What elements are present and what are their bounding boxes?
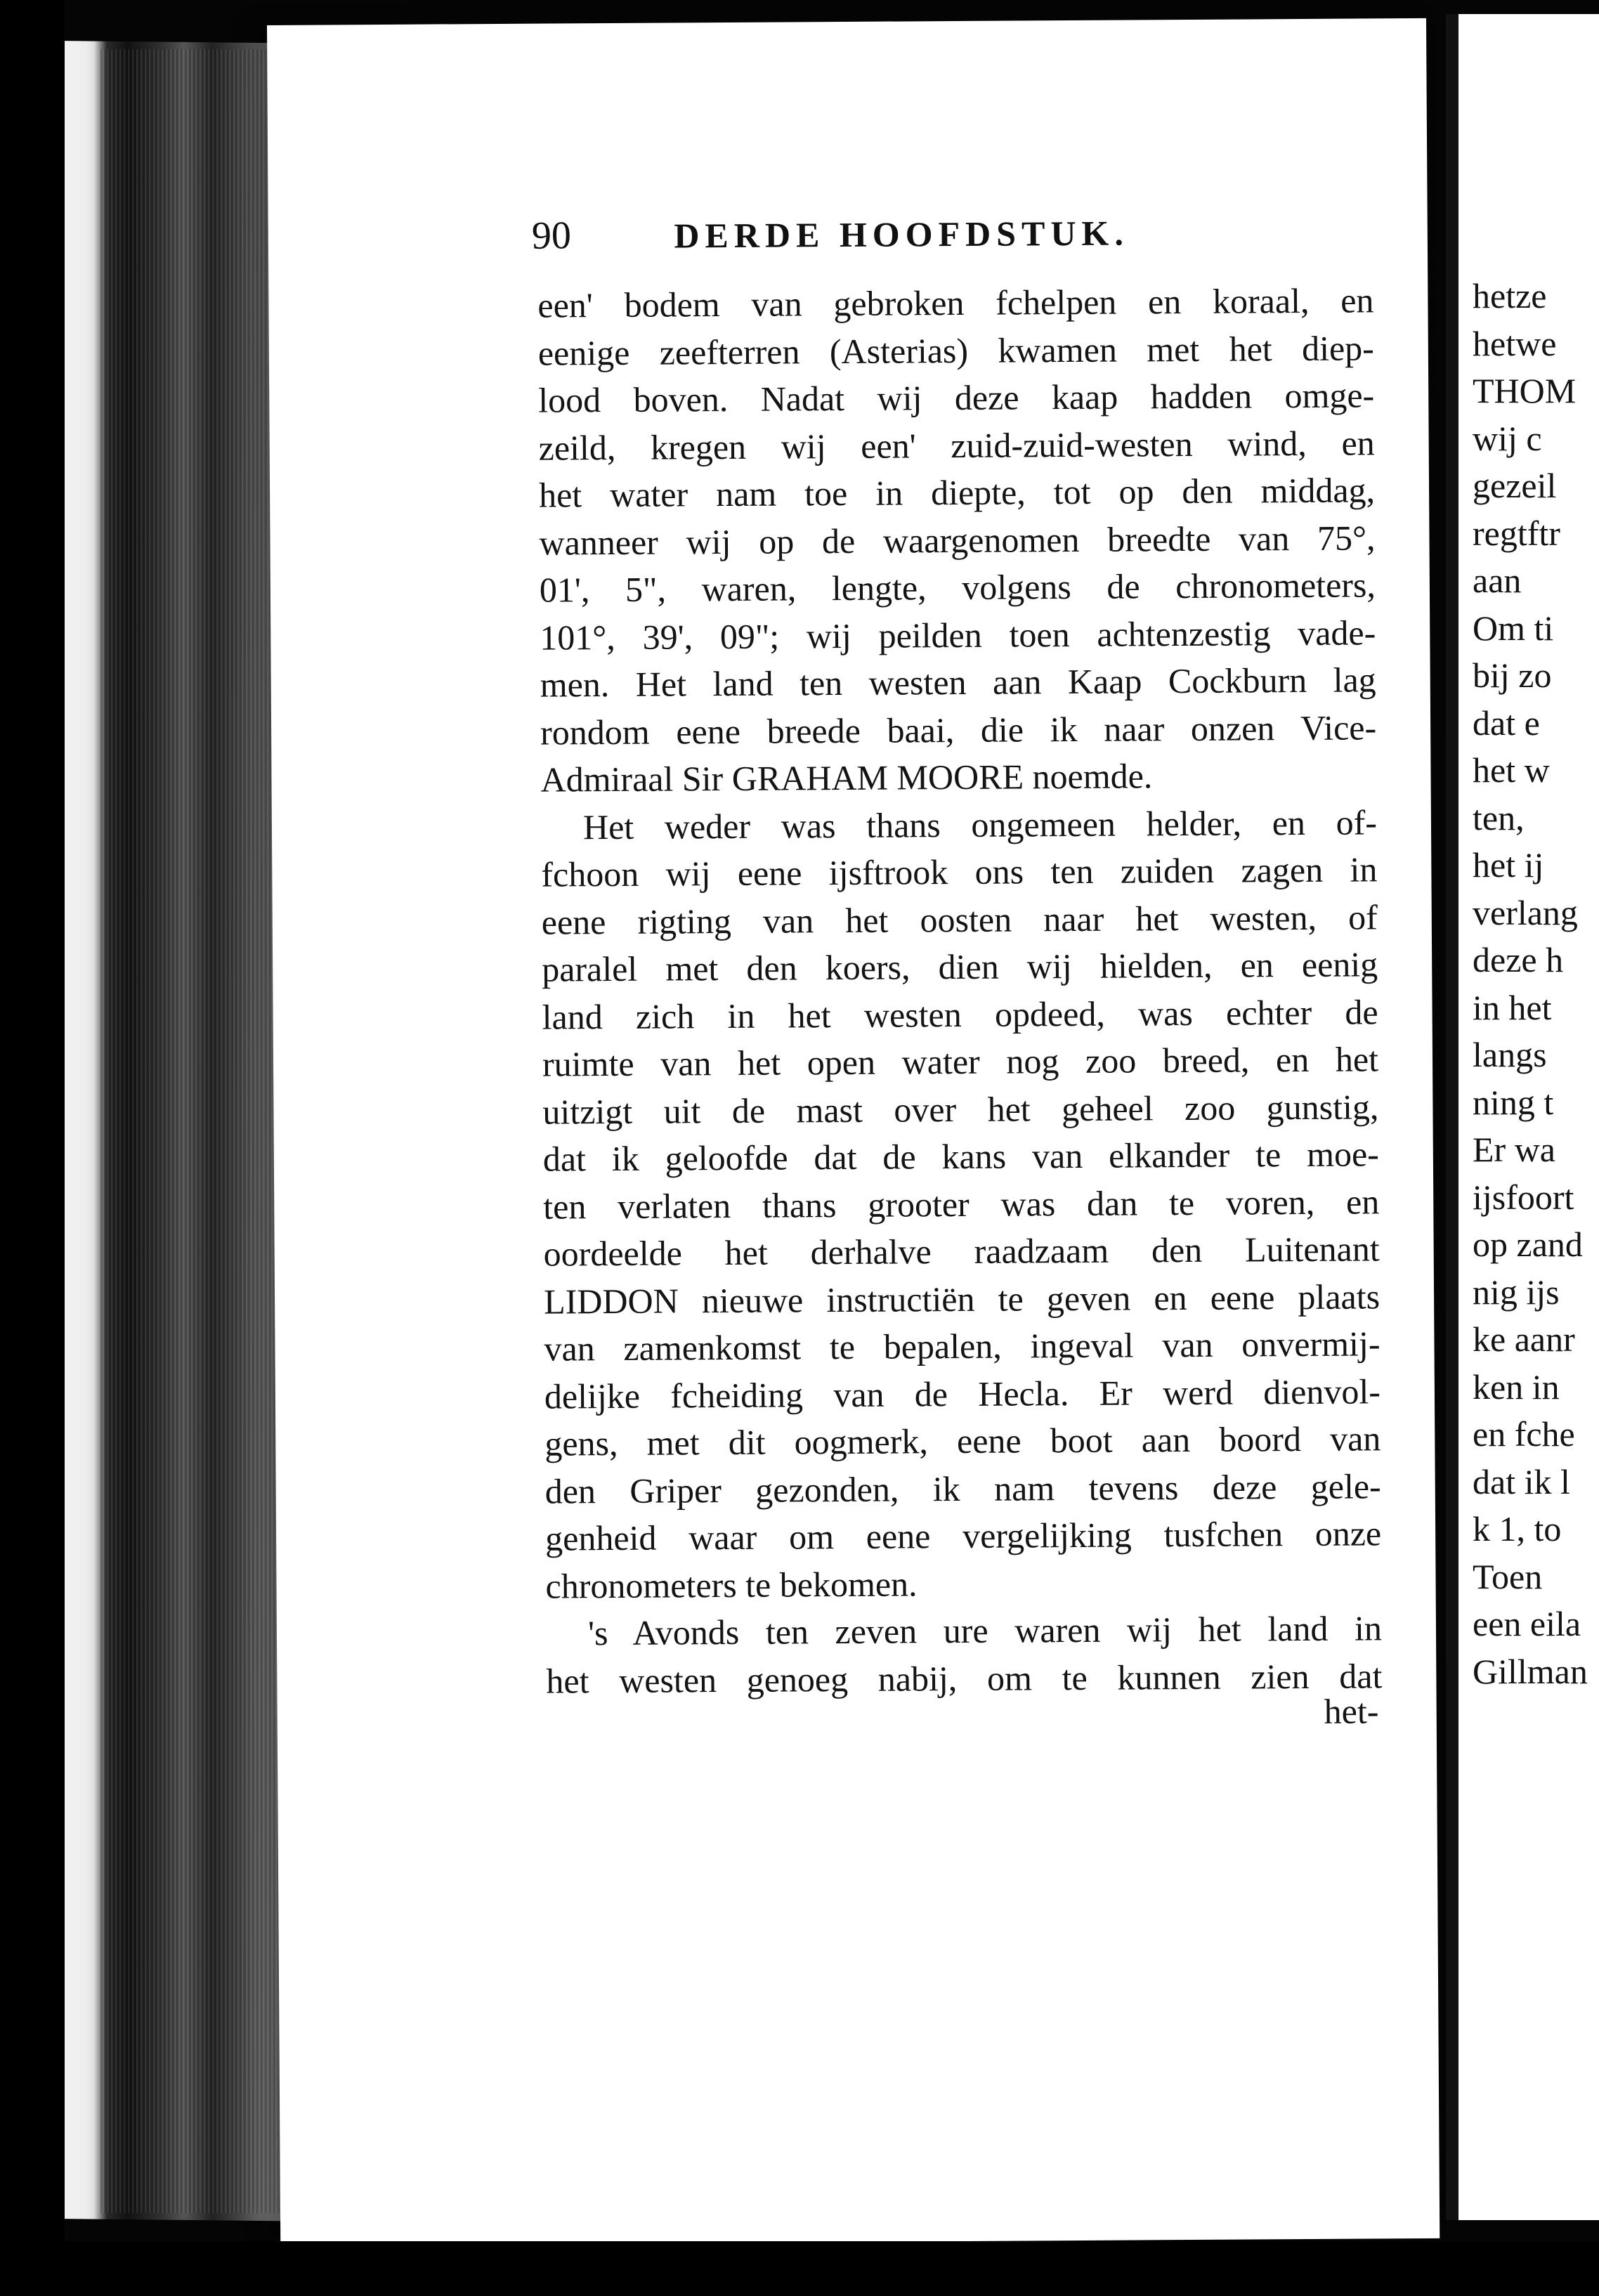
text-line: eenige zeefterren (Asterias) kwamen met het diep- (537, 327, 1375, 373)
text-line: een' bodem van gebroken fchelpen en koraal, en (537, 280, 1374, 325)
facing-text-line: hetze (1473, 276, 1547, 315)
facing-text-line: ke aanr (1473, 1319, 1575, 1359)
facing-text-line: bij zo (1473, 655, 1552, 695)
facing-text-line: een eila (1473, 1604, 1581, 1643)
text-line: eene rigting van het oosten naar het westen, of (541, 896, 1378, 942)
text-line: land zich in het westen opdeed, was echter de (542, 991, 1378, 1037)
text-line: het water nam toe in diepte, tot op den middag, (538, 470, 1376, 515)
facing-text-line: regtftr (1473, 513, 1560, 553)
text-line: gens, met dit oogmerk, eene boot aan boord van (544, 1418, 1381, 1463)
text-line: van zamenkomst te bepalen, ingeval van onvermij- (544, 1324, 1381, 1369)
text-line: 101°, 39', 09"; wij peilden toen achtenzestig vade- (540, 612, 1376, 658)
text-line: ten verlaten thans grooter was dan te voren, en (543, 1181, 1380, 1227)
text-line: genheid waar om eene vergelijking tusfchen onze (544, 1513, 1382, 1558)
facing-text-line: het w (1473, 750, 1550, 790)
page-number: 90 (531, 214, 572, 258)
facing-text-line: ken in (1473, 1366, 1560, 1407)
text-line: Admiraal Sir GRAHAM MOORE noemde. (540, 756, 1153, 800)
text-line: 01', 5", waren, lengte, volgens de chronometers, (539, 565, 1376, 610)
facing-text-line: langs (1473, 1035, 1547, 1074)
page-header (532, 209, 1234, 259)
scan-background-bottom (0, 2241, 1599, 2296)
facing-page (1446, 14, 1599, 2220)
text-line: oordeelde het derhalve raadzaam den Luitenant (543, 1229, 1380, 1274)
facing-text-line: Er wa (1473, 1130, 1555, 1169)
text-line: rondom eene breede baai, die ik naar onzen Vice- (540, 707, 1377, 752)
facing-text-line: en fche (1473, 1414, 1575, 1454)
running-title: DERDE HOOFDSTUK. (674, 213, 1130, 256)
text-line: fchoon wij eene ijsftrook ons ten zuiden zagen in (541, 849, 1378, 894)
text-line: 's Avonds ten zeven ure waren wij het land in (587, 1608, 1383, 1653)
left-page (267, 18, 1440, 2245)
facing-text-line: gezeil (1473, 466, 1557, 505)
text-line: dat ik geloofde dat de kans van elkander te moe- (542, 1134, 1380, 1179)
facing-text-line: Gillman (1473, 1651, 1588, 1691)
facing-text-line: ten, (1473, 797, 1525, 837)
text-line: wanneer wij op de waargenomen breedte van 75°, (539, 517, 1376, 563)
text-line: men. Het land ten westen aan Kaap Cockburn lag (540, 660, 1376, 705)
facing-text-line: op zand (1473, 1225, 1583, 1264)
facing-text-line: dat e (1473, 703, 1540, 743)
facing-text-line: ning t (1473, 1082, 1554, 1122)
facing-text-line: Toen (1473, 1556, 1543, 1596)
catchword: het- (1324, 1691, 1379, 1731)
body-text (537, 277, 1382, 1704)
text-line: LIDDON nieuwe instructiën te geven en eene plaats (543, 1276, 1381, 1322)
facing-text-line: Om ti (1473, 608, 1554, 648)
text-line: den Griper gezonden, ik nam tevens deze gele- (544, 1466, 1381, 1511)
text-line: het westen genoeg nabij, om te kunnen zien dat (546, 1655, 1383, 1701)
scan-background-left (0, 0, 65, 2296)
facing-text-line: nig ijs (1473, 1272, 1560, 1312)
facing-page-text (1473, 273, 1588, 1695)
text-line: paralel met den koers, dien wij hielden, en eenig (542, 944, 1378, 989)
text-line: zeild, kregen wij een' zuid-zuid-westen wind, en (538, 422, 1375, 468)
facing-text-line: aan (1473, 561, 1522, 600)
text-line: lood boven. Nadat wij deze kaap hadden omge- (538, 375, 1375, 420)
facing-text-line: dat ik l (1473, 1461, 1570, 1501)
text-line: Het weder was thans ongemeen helder, en of- (582, 802, 1378, 847)
facing-text-line: k 1, to (1473, 1509, 1562, 1548)
facing-text-line: ijsfoort (1473, 1177, 1574, 1217)
text-line: delijke fcheiding van de Hecla. Er werd dienvol- (544, 1371, 1381, 1416)
facing-text-line: verlang (1473, 892, 1578, 932)
text-line: chronometers te bekomen. (545, 1563, 918, 1606)
facing-text-line: wij c (1473, 418, 1542, 458)
facing-text-line: in het (1473, 987, 1552, 1027)
facing-text-line: deze h (1473, 940, 1564, 979)
facing-text-line: THOM (1473, 371, 1577, 410)
text-line: ruimte van het open water nog zoo breed, en het (542, 1039, 1379, 1084)
facing-text-line: het ij (1473, 845, 1544, 885)
facing-text-line: hetwe (1473, 323, 1557, 363)
text-line: uitzigt uit de mast over het geheel zoo gunstig, (542, 1086, 1379, 1132)
